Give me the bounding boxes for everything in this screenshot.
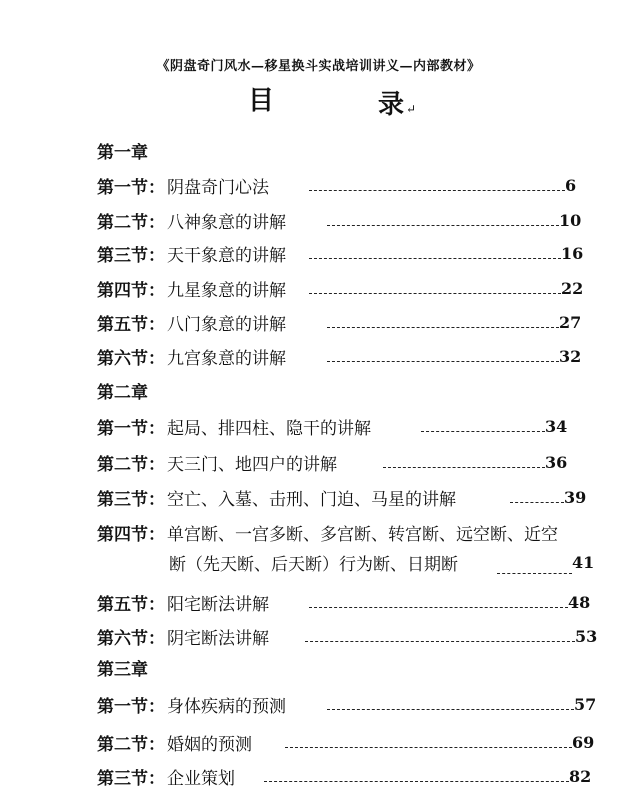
section-title: 企业策划 [167,769,235,789]
page-number: 36 [545,453,568,472]
dot-leader [309,293,561,294]
page-number: 22 [561,279,584,298]
toc-entry[interactable] [97,208,627,232]
section-number: 第一节： [97,419,165,439]
dot-leader [309,607,568,608]
section-number: 第五节： [97,315,165,335]
section-number: 第四节： [97,281,165,301]
dot-leader [327,361,559,362]
page-number: 41 [572,553,595,572]
dot-leader [327,225,559,226]
section-title: 天三门、地四户的讲解 [167,455,337,475]
page-number: 34 [545,417,568,436]
section-number: 第六节： [97,629,165,649]
chapter-heading: 第二章 [97,383,148,403]
section-number: 第二节： [97,213,165,233]
toc-entry[interactable] [97,590,627,614]
document-header: 《阴盘奇门风水—移星换斗实战培训讲义—内部教材》 [156,59,481,74]
section-title: 空亡、入墓、击刑、门迫、马星的讲解 [167,490,456,510]
page-number: 82 [569,767,592,786]
page-number: 27 [559,313,582,332]
page-number: 57 [574,695,597,714]
section-number: 第四节： [97,525,165,545]
section-number: 第三节： [97,769,165,789]
title-char-2 [378,84,416,121]
section-title: 身体疾病的预测 [167,697,286,717]
title-char-1: 目 [248,86,275,116]
section-title: 阴宅断法讲解 [167,629,269,649]
toc-entry[interactable] [97,310,627,334]
dot-leader [309,190,565,191]
chapter-heading: 第三章 [97,660,148,680]
dot-leader [305,641,575,642]
section-number: 第二节： [97,735,165,755]
page-number: 16 [561,244,584,263]
section-title: 婚姻的预测 [167,735,252,755]
section-number: 第五节： [97,595,165,615]
section-title: 阴盘奇门心法 [167,178,269,198]
page-number: 53 [575,627,598,646]
toc-entry[interactable] [97,730,627,754]
dot-leader [497,573,572,574]
toc-entry[interactable] [97,485,627,509]
section-number: 第二节： [97,455,165,475]
toc-entry[interactable] [97,520,627,575]
section-title: 天干象意的讲解 [167,246,286,266]
toc-entry[interactable] [97,344,627,368]
page-number: 39 [564,488,587,507]
section-title: 九宫象意的讲解 [167,349,286,369]
page-number: 32 [559,347,582,366]
chapter-heading: 第一章 [97,143,148,163]
dot-leader [510,502,564,503]
toc-entry[interactable] [97,624,627,648]
dot-leader [327,327,559,328]
section-number: 第三节： [97,246,165,266]
section-title: 阳宅断法讲解 [167,595,269,615]
toc-entry[interactable] [97,241,627,265]
dot-leader [383,467,545,468]
page-number: 6 [565,176,577,195]
page-number: 48 [568,593,591,612]
page-title [0,80,637,120]
dot-leader [285,747,572,748]
toc-entry[interactable] [97,692,627,716]
dot-leader [327,709,574,710]
toc-entry[interactable] [97,173,627,197]
dot-leader [309,258,561,259]
section-title: 单宫断、一宫多断、多宫断、转宫断、远空断、近空 [167,525,558,545]
toc-entry[interactable] [97,414,627,438]
section-title: 起局、排四柱、隐干的讲解 [167,419,371,439]
section-title-continued: 断（先天断、后天断）行为断、日期断 [169,555,458,575]
toc-entry[interactable] [97,276,627,300]
toc-entry[interactable] [97,764,627,788]
dot-leader [264,781,569,782]
toc-entry[interactable] [97,450,627,474]
section-title: 九星象意的讲解 [167,281,286,301]
section-title: 八神象意的讲解 [167,213,286,233]
dot-leader [421,431,545,432]
section-number: 第六节： [97,349,165,369]
return-mark-icon: ↵ [406,102,417,116]
page-number: 69 [572,733,595,752]
title-char-2-text: 录 [378,90,405,120]
section-number: 第一节： [97,178,165,198]
section-number: 第一节： [97,697,165,717]
page-number: 10 [559,211,582,230]
section-title: 八门象意的讲解 [167,315,286,335]
section-number: 第三节： [97,490,165,510]
